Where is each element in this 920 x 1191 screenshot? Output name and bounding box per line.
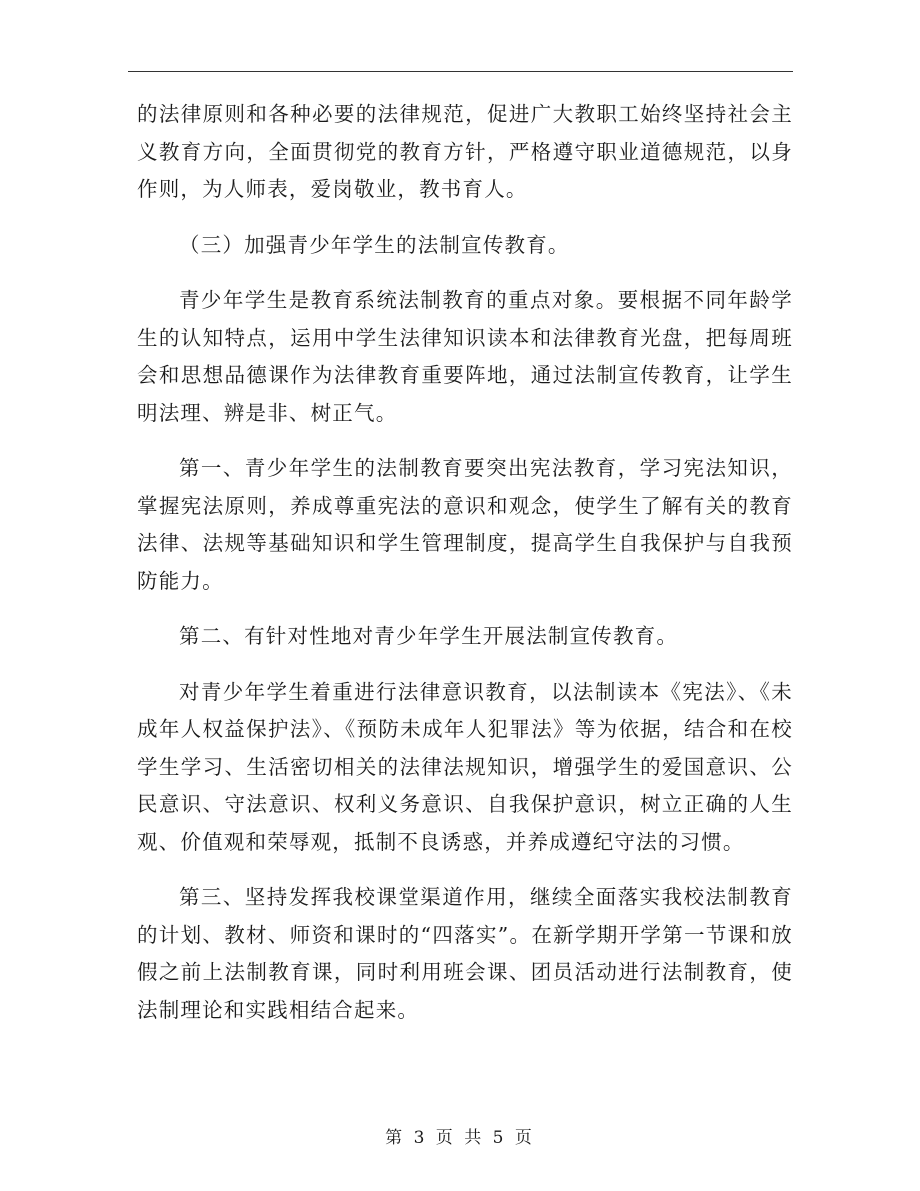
paragraph: 第二、有针对性地对青少年学生开展法制宣传教育。 [179, 624, 679, 648]
section-heading: （三）加强青少年学生的法制宣传教育。 [179, 232, 570, 257]
paragraph-continuation: 的法律原则和各种必要的法律规范，促进广大教职工始终坚持社会主义教育方向，全面贯彻党的教育方针，严格遵守职业道德规范，以身作则，为人师表，爱岗敬业，教书育人。 [137, 102, 793, 201]
paragraph: 对青少年学生着重进行法律意识教育，以法制读本《宪法》、《未成年人权益保护法》、《预防未成年人犯罪法》等为依据，结合和在校学生学习、生活密切相关的法律法规知识，增强学生的爱国意识、公民意识、守法意识、权利义务意识、自我保护意识，树立正确的人生观、价值观和荣辱观，抵制不良诱惑，并养成遵纪守法的习惯。 [137, 679, 793, 854]
header-rule [128, 71, 793, 72]
document-body [137, 96, 793, 1029]
page-number: 第 3 页 共 5 页 [385, 1128, 535, 1148]
paragraph: 第一、青少年学生的法制教育要突出宪法教育，学习宪法知识，掌握宪法原则，养成尊重宪法的意识和观念，使学生了解有关的教育法律、法规等基础知识和学生管理制度，提高学生自我保护与自我预防能力。 [137, 456, 793, 593]
paragraph: 青少年学生是教育系统法制教育的重点对象。要根据不同年龄学生的认知特点，运用中学生法律知识读本和法律教育光盘，把每周班会和思想品德课作为法律教育重要阵地，通过法制宣传教育，让学生明法理、辨是非、树正气。 [137, 288, 793, 425]
paragraph: 第三、坚持发挥我校课堂渠道作用，继续全面落实我校法制教育的计划、教材、师资和课时的“四落实”。在新学期开学第一节课和放假之前上法制教育课，同时利用班会课、团员活动进行法制教育，使法制理论和实践相结合起来。 [137, 885, 793, 1022]
